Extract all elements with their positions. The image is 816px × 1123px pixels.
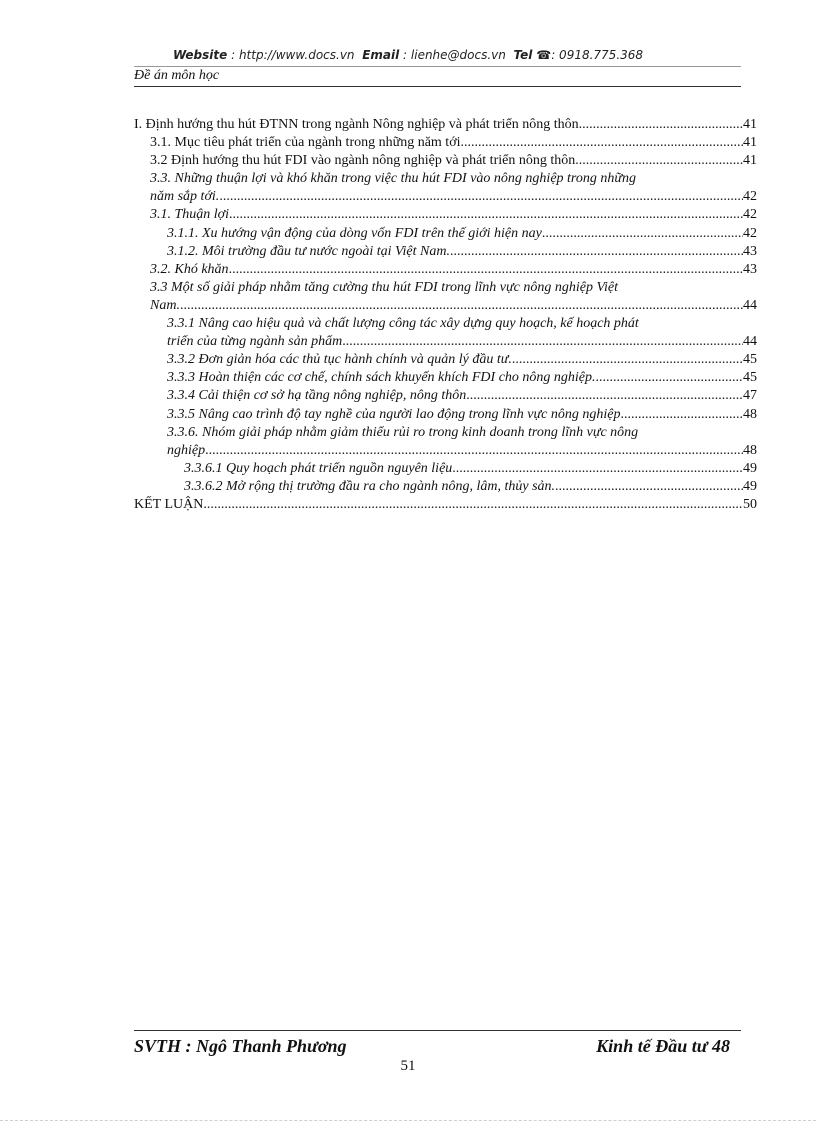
- toc-dot-leader: [582, 116, 743, 134]
- toc-entry[interactable]: [134, 424, 757, 460]
- toc-entry[interactable]: [134, 369, 757, 387]
- toc-entry[interactable]: [134, 460, 757, 478]
- toc-dot-leader: [512, 351, 743, 369]
- toc-page-number: 45: [743, 352, 757, 368]
- website-link[interactable]: : http://www.docs.vn: [231, 48, 355, 62]
- toc-page-number: 44: [743, 297, 757, 313]
- toc-dot-leader: [229, 206, 743, 224]
- toc-page-number: 50: [743, 496, 757, 512]
- toc-page-number: 43: [743, 261, 757, 277]
- email-link[interactable]: : lienhe@docs.vn: [403, 48, 506, 62]
- toc-entry-text: 3.1. Thuận lợi: [150, 207, 230, 223]
- toc-dot-leader: [205, 442, 743, 460]
- toc-entry-text: 3.3.3 Hoàn thiện các cơ chế, chính sách khuyến khích FDI cho nông nghiệp.: [167, 370, 596, 386]
- toc-entry-text-line1: 3.3.6. Nhóm giải pháp nhằm giảm thiểu rủi ro trong kinh doanh trong lĩnh vực nông: [167, 424, 639, 440]
- toc-entry[interactable]: [134, 206, 757, 224]
- toc-entry[interactable]: [134, 152, 757, 170]
- toc-entry-text: năm sắp tới.: [150, 189, 220, 205]
- toc-entry[interactable]: [134, 243, 757, 261]
- toc-entry-text-line1: 3.3. Những thuận lợi và khó khăn trong việc thu hút FDI vào nông nghiệp trong những: [150, 171, 636, 187]
- toc-dot-leader: [464, 134, 743, 152]
- toc-entry-text: nghiệp: [167, 442, 206, 458]
- page-number: 51: [400, 1058, 416, 1074]
- toc-entry[interactable]: [134, 387, 757, 405]
- toc-entry-text: 3.1.2. Môi trường đầu tư nước ngoài tại Việt Nam.: [167, 243, 450, 259]
- toc-dot-leader: [229, 261, 743, 279]
- toc-entry[interactable]: [134, 478, 757, 496]
- toc-page-number: 41: [743, 117, 757, 132]
- toc-entry[interactable]: [134, 134, 757, 152]
- toc-entry[interactable]: [134, 170, 757, 206]
- toc-page-number: 48: [743, 406, 757, 422]
- header-rule: [134, 66, 741, 67]
- toc-entry-text: 3.2. Khó khăn: [150, 261, 229, 277]
- toc-page-number: 49: [743, 478, 757, 494]
- toc-page-number: 43: [743, 243, 757, 259]
- footer-author: SVTH : Ngô Thanh Phương: [134, 1036, 347, 1056]
- toc-page-number: 41: [743, 135, 757, 151]
- header-underline: [134, 86, 741, 87]
- toc-dot-leader: [542, 225, 743, 243]
- toc-dot-leader: [219, 188, 743, 206]
- toc-dot-leader: [575, 152, 743, 170]
- toc-dot-leader: [452, 460, 743, 478]
- doc-type: Đề án môn học: [134, 68, 220, 83]
- toc-entry[interactable]: [134, 261, 757, 279]
- header-contact: [0, 48, 816, 62]
- phone-icon: ☎: [536, 48, 552, 62]
- toc-entry-text: 3.3.6.2 Mở rộng thị trường đầu ra cho ngành nông, lâm, thủy sản.: [184, 478, 556, 494]
- toc-dot-leader: [596, 369, 743, 387]
- toc-entry[interactable]: [134, 225, 757, 243]
- toc-dot-leader: [342, 333, 743, 351]
- toc-page-number: 41: [743, 153, 757, 169]
- toc-entry[interactable]: [134, 116, 757, 134]
- footer-class: Kinh tế Đầu tư 48: [596, 1036, 730, 1056]
- toc-dot-leader: [450, 243, 743, 261]
- toc-entry[interactable]: [134, 496, 757, 514]
- page-edge-divider: [0, 1120, 816, 1121]
- toc-entry-text: 3.3.5 Nâng cao trình độ tay nghề của người lao động trong lĩnh vực nông nghiệp: [167, 406, 621, 422]
- toc-entry-text-line1: 3.3 Một số giải pháp nhằm tăng cường thu hút FDI trong lĩnh vực nông nghiệp Việt: [150, 279, 618, 295]
- toc-dot-leader: [555, 478, 743, 496]
- toc-page-number: 45: [743, 370, 757, 386]
- toc-entry[interactable]: [134, 315, 757, 351]
- toc-entry-text: I. Định hướng thu hút ĐTNN trong ngành Nông nghiệp và phát triển nông thôn.: [134, 117, 583, 132]
- toc-dot-leader: [620, 406, 743, 424]
- toc-dot-leader: [180, 297, 743, 315]
- toc-entry-text: 3.3.2 Đơn giản hóa các thủ tục hành chính và quản lý đầu tư.: [167, 352, 512, 368]
- tel-label: Tel: [513, 48, 533, 62]
- toc-page-number: 47: [743, 388, 757, 404]
- toc-entry[interactable]: [134, 351, 757, 369]
- toc-page-number: 42: [743, 189, 757, 205]
- toc-page-number: 42: [743, 225, 757, 241]
- toc-entry-text: 3.1. Mục tiêu phát triển của ngành trong những năm tới.: [150, 135, 464, 151]
- toc-entry-text: KẾT LUẬN: [134, 496, 204, 512]
- toc-page-number: 48: [743, 442, 757, 458]
- website-label: Website: [172, 48, 228, 62]
- toc-dot-leader: [203, 496, 743, 514]
- footer: [134, 1036, 730, 1057]
- table-of-contents: [134, 116, 757, 514]
- toc-entry-text: 3.3.6.1 Quy hoạch phát triển nguồn nguyên liệu: [184, 460, 453, 476]
- toc-entry[interactable]: [134, 279, 757, 315]
- toc-entry[interactable]: [134, 406, 757, 424]
- toc-dot-leader: [466, 387, 743, 405]
- toc-entry-text: 3.2 Định hướng thu hút FDI vào ngành nông nghiệp và phát triển nông thôn: [150, 153, 576, 169]
- toc-page-number: 42: [743, 207, 757, 223]
- footer-rule: [134, 1030, 741, 1031]
- tel-value: : 0918.775.368: [551, 48, 644, 62]
- toc-page-number: 49: [743, 460, 757, 476]
- toc-entry-text: triển của từng ngành sản phẩm: [167, 334, 343, 350]
- toc-entry-text: Nam.: [150, 297, 180, 313]
- toc-entry-text: 3.1.1. Xu hướng vận động của dòng vốn FDI trên thế giới hiện nay: [167, 225, 542, 241]
- toc-page-number: 44: [743, 334, 757, 350]
- toc-entry-text-line1: 3.3.1 Nâng cao hiệu quả và chất lượng công tác xây dựng quy hoạch, kế hoạch phát: [167, 316, 639, 332]
- email-label: Email: [362, 48, 400, 62]
- toc-entry-text: 3.3.4 Cải thiện cơ sở hạ tầng nông nghiệp, nông thôn: [167, 388, 467, 404]
